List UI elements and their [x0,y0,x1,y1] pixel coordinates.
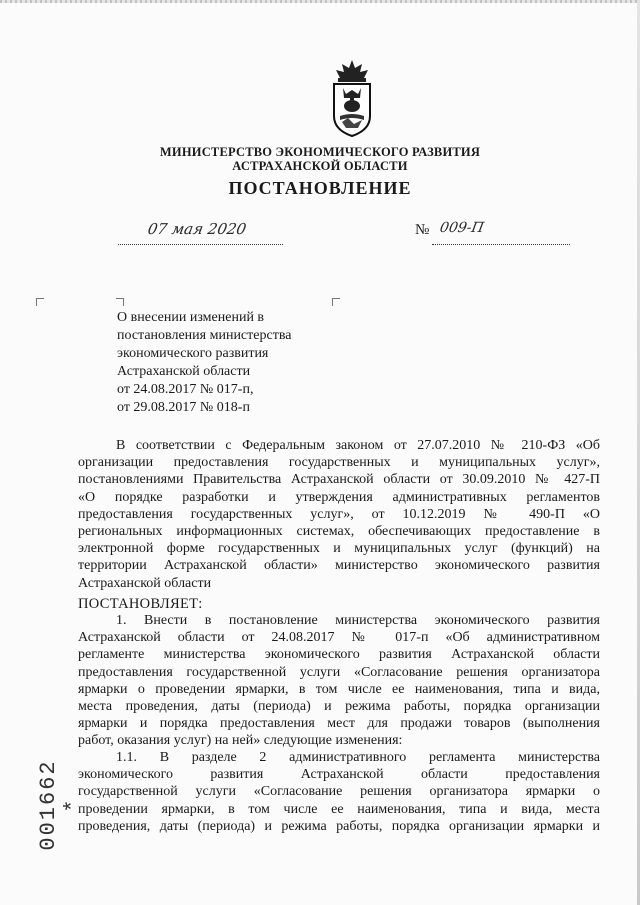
document-subject [117,309,327,417]
serial-number: 001662 * [36,759,86,851]
paragraph-line: проведения, даты (периода) и режима работы, порядка организации ярмарки и [78,818,600,834]
document-number: 009-П [438,220,486,236]
subject-line: О внесении изменений в [117,310,265,325]
paragraph-line: экономического развития Астраханской области предоставления [78,767,600,783]
paragraph-line: 1. Внести в постановление министерства экономического развития [116,613,600,628]
paragraph-line: предоставления государственных услуг», от 10.12.2019 № 490-П «О [78,506,600,522]
subject-line: от 24.08.2017 № 017-п, [117,382,254,397]
ministry-name-line1: МИНИСТЕРСТВО ЭКОНОМИЧЕСКОГО РАЗВИТИЯ [159,145,481,159]
paragraph-line: ярмарки о проведении ярмарки, в том числе ее наименования, типа и вида, [78,681,600,697]
margin-corner-mark [36,298,44,306]
paragraph-line: Астраханской области от 24.08.2017 № 017-п «Об административном [78,630,600,646]
paragraph-line: постановлениями Правительства Астраханской области от 30.09.2010 № 427-П [78,472,600,488]
paragraph-line: государственной услуги «Согласование решения организатора ярмарки о [78,784,600,800]
paragraph-line: места проведения, даты (периода) и режима работы, порядка организации [78,699,600,715]
paragraph-line: организации предоставления государственных и муниципальных услуг», [78,455,600,471]
subject-line: от 29.08.2017 № 018-п [117,400,250,415]
document-date: 07 мая 2020 [146,220,248,238]
paragraph-line: предоставления государственной услуги «Согласование решения организатора [78,664,600,680]
paragraph-line: «О порядке разработки и утверждения административных регламентов [78,489,600,505]
margin-corner-mark [332,298,340,306]
coat-of-arms-emblem [328,58,376,138]
paragraph-line: ярмарки и порядка предоставления мест для продажи товаров (выполнения [78,716,600,732]
resolves-heading: ПОСТАНОВЛЯЕТ: [78,596,203,612]
document-type-title: ПОСТАНОВЛЕНИЕ [228,178,412,198]
paragraph-line: территории Астраханской области» министерство экономического развития [78,558,600,574]
scan-top-edge [0,0,640,3]
margin-corner-mark [116,298,124,306]
preamble-paragraph [78,437,600,592]
paragraph-line: электронной форме государственных и муниципальных услуг (функций) на [78,541,600,557]
paragraph-line: проведении ярмарки, в том числе ее наименования, типа и вида, места [78,801,600,817]
item-1-paragraph [78,612,600,750]
serial-stamp [36,740,86,851]
ministry-name [0,145,640,173]
paragraph-line: региональных информационных системах, обеспечивающих предоставление в [78,524,600,540]
item-1-1-paragraph [78,749,600,835]
paragraph-line: В соответствии с Федеральным законом от 27.07.2010 № 210-ФЗ «Об [116,438,600,453]
number-sign: № [415,222,430,238]
paragraph-line: работ, оказания услуг) на ней» следующие изменения: [78,733,403,749]
paragraph-line: Астраханской области [78,575,212,591]
paragraph-line: регламенте министерства экономического развития Астраханской области [78,647,600,663]
subject-line: постановления министерства [117,328,292,343]
paragraph-line: 1.1. В разделе 2 административного регламента министерства [116,750,600,765]
subject-line: Астраханской области [117,364,251,379]
subject-line: экономического развития [117,346,269,361]
ministry-name-line2: АСТРАХАНСКОЙ ОБЛАСТИ [232,159,408,173]
